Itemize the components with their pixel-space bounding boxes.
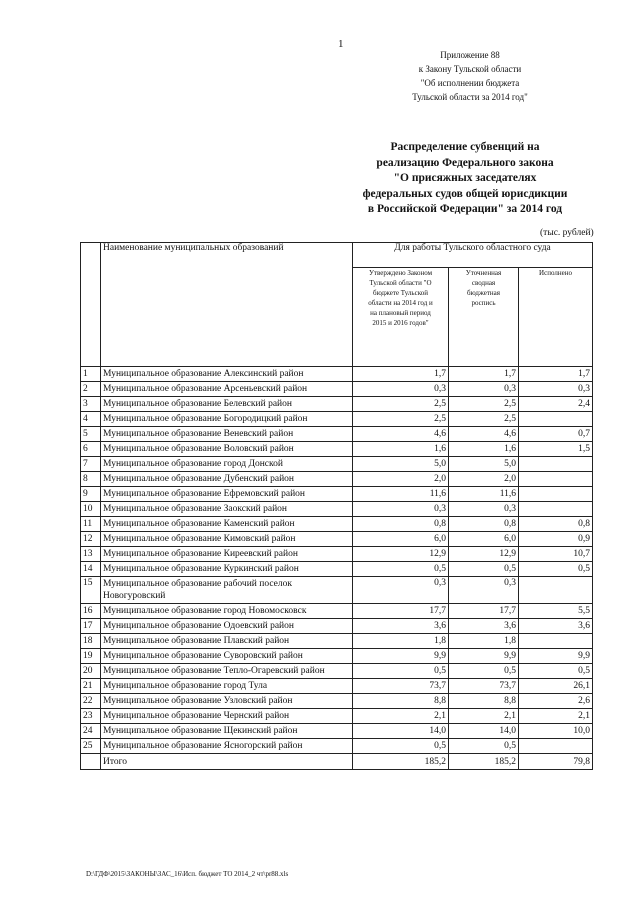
row-approved: 1,7 bbox=[353, 367, 449, 382]
row-municipality: Муниципальное образование Узловский район bbox=[101, 694, 353, 709]
header-approved-line: на плановый период bbox=[370, 309, 431, 317]
row-number: 19 bbox=[81, 649, 101, 664]
table-row bbox=[81, 382, 593, 397]
row-refined: 1,7 bbox=[449, 367, 519, 382]
header-approved-line: Тульской области "О bbox=[369, 279, 432, 287]
row-number: 24 bbox=[81, 724, 101, 739]
table-row bbox=[81, 694, 593, 709]
row-refined: 4,6 bbox=[449, 427, 519, 442]
row-executed: 0,5 bbox=[519, 664, 593, 679]
row-number: 16 bbox=[81, 604, 101, 619]
row-municipality: Муниципальное образование город Донской bbox=[101, 457, 353, 472]
row-approved: 0,3 bbox=[353, 577, 449, 604]
appendix-line: Тульской области за 2014 год" bbox=[412, 92, 528, 102]
row-municipality: Муниципальное образование Ясногорский район bbox=[101, 739, 353, 754]
row-refined: 2,5 bbox=[449, 412, 519, 427]
total-row bbox=[81, 754, 593, 770]
page-number: 1 bbox=[338, 38, 344, 50]
row-refined: 5,0 bbox=[449, 457, 519, 472]
row-executed bbox=[519, 472, 593, 487]
row-approved: 12,9 bbox=[353, 547, 449, 562]
row-refined: 0,3 bbox=[449, 502, 519, 517]
row-number: 4 bbox=[81, 412, 101, 427]
title-line: Распределение субвенций на bbox=[390, 141, 540, 153]
row-executed bbox=[519, 457, 593, 472]
title-line: федеральных судов общей юрисдикции bbox=[362, 187, 568, 200]
row-refined: 8,8 bbox=[449, 694, 519, 709]
table-row bbox=[81, 487, 593, 502]
subsidy-table bbox=[80, 242, 593, 770]
row-executed: 0,7 bbox=[519, 427, 593, 442]
table-row bbox=[81, 619, 593, 634]
row-executed: 0,3 bbox=[519, 382, 593, 397]
row-municipality: Муниципальное образование Плавский район bbox=[101, 634, 353, 649]
row-municipality bbox=[101, 577, 353, 604]
row-refined: 1,8 bbox=[449, 634, 519, 649]
table-row bbox=[81, 367, 593, 382]
header-refined bbox=[449, 268, 519, 367]
row-refined: 6,0 bbox=[449, 532, 519, 547]
row-approved: 8,8 bbox=[353, 694, 449, 709]
row-number: 8 bbox=[81, 472, 101, 487]
row-municipality: Муниципальное образование Кимовский район bbox=[101, 532, 353, 547]
row-executed: 0,9 bbox=[519, 532, 593, 547]
row-number: 12 bbox=[81, 532, 101, 547]
row-municipality: Муниципальное образование Алексинский район bbox=[101, 367, 353, 382]
table-row bbox=[81, 397, 593, 412]
row-executed bbox=[519, 577, 593, 604]
row-approved: 6,0 bbox=[353, 532, 449, 547]
row-number: 13 bbox=[81, 547, 101, 562]
table-row bbox=[81, 547, 593, 562]
row-refined: 0,3 bbox=[449, 577, 519, 604]
total-approved: 185,2 bbox=[353, 754, 449, 770]
row-refined: 9,9 bbox=[449, 649, 519, 664]
table-row bbox=[81, 604, 593, 619]
table-row bbox=[81, 562, 593, 577]
row-approved: 14,0 bbox=[353, 724, 449, 739]
appendix-header bbox=[380, 48, 560, 104]
appendix-line: к Закону Тульской области bbox=[418, 64, 522, 74]
row-municipality: Муниципальное образование город Тула bbox=[101, 679, 353, 694]
header-approved-line: 2015 и 2016 годов" bbox=[372, 319, 429, 327]
row-refined: 0,5 bbox=[449, 562, 519, 577]
row-municipality: Муниципальное образование Заокский район bbox=[101, 502, 353, 517]
total-label: Итого bbox=[101, 754, 353, 770]
row-executed: 1,7 bbox=[519, 367, 593, 382]
row-municipality: Муниципальное образование Воловский район bbox=[101, 442, 353, 457]
table-row bbox=[81, 679, 593, 694]
row-refined: 14,0 bbox=[449, 724, 519, 739]
row-number: 6 bbox=[81, 442, 101, 457]
table-row bbox=[81, 649, 593, 664]
table-row bbox=[81, 724, 593, 739]
row-executed: 10,0 bbox=[519, 724, 593, 739]
title-line: реализацию Федерального закона bbox=[376, 156, 554, 169]
row-refined: 12,9 bbox=[449, 547, 519, 562]
header-approved bbox=[353, 268, 449, 367]
row-refined: 73,7 bbox=[449, 679, 519, 694]
header-executed bbox=[519, 268, 593, 367]
header-executed-line: Исполнено bbox=[539, 269, 572, 277]
row-approved: 4,6 bbox=[353, 427, 449, 442]
row-executed: 5,5 bbox=[519, 604, 593, 619]
row-number: 20 bbox=[81, 664, 101, 679]
row-refined: 0,8 bbox=[449, 517, 519, 532]
row-approved: 0,5 bbox=[353, 664, 449, 679]
row-number: 22 bbox=[81, 694, 101, 709]
file-path-footer: D:\ГДФ\2015\ЗАКОНЫ\ЗАС_16\Исп. бюджет ТО 2014_2 чт\pr88.xls bbox=[86, 870, 289, 878]
appendix-line: "Об исполнении бюджета bbox=[420, 78, 520, 88]
row-number: 3 bbox=[81, 397, 101, 412]
row-refined: 2,5 bbox=[449, 397, 519, 412]
row-approved: 3,6 bbox=[353, 619, 449, 634]
table-row bbox=[81, 442, 593, 457]
total-refined: 185,2 bbox=[449, 754, 519, 770]
row-executed: 0,5 bbox=[519, 562, 593, 577]
header-refined-line: бюджетная bbox=[467, 289, 500, 297]
header-refined-line: Уточненная bbox=[465, 269, 502, 277]
row-approved: 73,7 bbox=[353, 679, 449, 694]
table-row bbox=[81, 577, 593, 604]
table-row bbox=[81, 739, 593, 754]
table-row bbox=[81, 709, 593, 724]
row-refined: 0,5 bbox=[449, 664, 519, 679]
row-municipality: Муниципальное образование Веневский район bbox=[101, 427, 353, 442]
row-executed bbox=[519, 634, 593, 649]
title-line: "О присяжных заседателях bbox=[393, 172, 537, 184]
row-municipality: Муниципальное образование Чернский район bbox=[101, 709, 353, 724]
title-line: в Российской Федерации" за 2014 год bbox=[367, 203, 563, 215]
row-number: 2 bbox=[81, 382, 101, 397]
row-number: 17 bbox=[81, 619, 101, 634]
row-executed: 26,1 bbox=[519, 679, 593, 694]
document-title bbox=[315, 140, 615, 218]
row-executed bbox=[519, 502, 593, 517]
table-row bbox=[81, 412, 593, 427]
total-number-cell bbox=[81, 754, 101, 770]
row-refined: 0,5 bbox=[449, 739, 519, 754]
row-approved: 0,3 bbox=[353, 502, 449, 517]
row-municipality: Муниципальное образование Дубенский район bbox=[101, 472, 353, 487]
row-approved: 5,0 bbox=[353, 457, 449, 472]
table-row bbox=[81, 664, 593, 679]
row-approved: 0,5 bbox=[353, 562, 449, 577]
row-number: 9 bbox=[81, 487, 101, 502]
row-number: 11 bbox=[81, 517, 101, 532]
row-refined: 2,0 bbox=[449, 472, 519, 487]
row-approved: 0,8 bbox=[353, 517, 449, 532]
header-approved-line: Утверждено Законом bbox=[368, 269, 433, 277]
appendix-line: Приложение 88 bbox=[440, 50, 500, 60]
row-approved: 0,5 bbox=[353, 739, 449, 754]
row-municipality: Муниципальное образование Ефремовский район bbox=[101, 487, 353, 502]
row-refined: 3,6 bbox=[449, 619, 519, 634]
row-municipality: Муниципальное образование Куркинский район bbox=[101, 562, 353, 577]
row-approved: 1,8 bbox=[353, 634, 449, 649]
row-approved: 2,5 bbox=[353, 397, 449, 412]
table-row bbox=[81, 457, 593, 472]
row-executed bbox=[519, 412, 593, 427]
table-body bbox=[81, 367, 593, 754]
row-executed: 1,5 bbox=[519, 442, 593, 457]
row-number: 15 bbox=[81, 577, 101, 604]
row-executed: 2,1 bbox=[519, 709, 593, 724]
header-number-cell bbox=[81, 243, 101, 367]
row-municipality: Муниципальное образование Каменский район bbox=[101, 517, 353, 532]
row-number: 18 bbox=[81, 634, 101, 649]
total-executed: 79,8 bbox=[519, 754, 593, 770]
row-number: 23 bbox=[81, 709, 101, 724]
row-approved: 11,6 bbox=[353, 487, 449, 502]
row-number: 14 bbox=[81, 562, 101, 577]
row-municipality: Муниципальное образование Киреевский район bbox=[101, 547, 353, 562]
header-regional-court: Для работы Тульского областного суда bbox=[353, 243, 593, 268]
header-approved-line: бюджете Тульской bbox=[373, 289, 428, 297]
row-municipality: Муниципальное образование Щекинский район bbox=[101, 724, 353, 739]
row-number: 7 bbox=[81, 457, 101, 472]
table-row bbox=[81, 427, 593, 442]
row-approved: 2,5 bbox=[353, 412, 449, 427]
row-refined: 0,3 bbox=[449, 382, 519, 397]
row-approved: 17,7 bbox=[353, 604, 449, 619]
row-municipality: Муниципальное образование Арсеньевский район bbox=[101, 382, 353, 397]
row-municipality-text: Муниципальное образование рабочий поселок Новогуровский bbox=[103, 579, 292, 601]
row-approved: 1,6 bbox=[353, 442, 449, 457]
row-municipality: Муниципальное образование Белевский район bbox=[101, 397, 353, 412]
row-number: 21 bbox=[81, 679, 101, 694]
table-row bbox=[81, 517, 593, 532]
table-row bbox=[81, 472, 593, 487]
row-number: 25 bbox=[81, 739, 101, 754]
row-executed bbox=[519, 487, 593, 502]
row-number: 5 bbox=[81, 427, 101, 442]
row-municipality: Муниципальное образование Одоевский район bbox=[101, 619, 353, 634]
row-executed: 2,6 bbox=[519, 694, 593, 709]
units-label: (тыс. рублей) bbox=[540, 228, 594, 238]
row-approved: 9,9 bbox=[353, 649, 449, 664]
row-approved: 0,3 bbox=[353, 382, 449, 397]
row-municipality: Муниципальное образование Суворовский район bbox=[101, 649, 353, 664]
row-refined: 11,6 bbox=[449, 487, 519, 502]
row-refined: 2,1 bbox=[449, 709, 519, 724]
row-executed: 10,7 bbox=[519, 547, 593, 562]
table-row bbox=[81, 532, 593, 547]
row-number: 10 bbox=[81, 502, 101, 517]
row-approved: 2,1 bbox=[353, 709, 449, 724]
row-executed bbox=[519, 739, 593, 754]
row-refined: 17,7 bbox=[449, 604, 519, 619]
row-executed: 0,8 bbox=[519, 517, 593, 532]
row-executed: 3,6 bbox=[519, 619, 593, 634]
header-refined-line: сводная bbox=[471, 279, 496, 287]
row-municipality: Муниципальное образование Тепло-Огаревский район bbox=[101, 664, 353, 679]
row-refined: 1,6 bbox=[449, 442, 519, 457]
table-row bbox=[81, 502, 593, 517]
row-executed: 9,9 bbox=[519, 649, 593, 664]
header-refined-line: роспись bbox=[471, 299, 496, 307]
row-executed: 2,4 bbox=[519, 397, 593, 412]
row-number: 1 bbox=[81, 367, 101, 382]
row-municipality: Муниципальное образование город Новомосковск bbox=[101, 604, 353, 619]
row-municipality: Муниципальное образование Богородицкий район bbox=[101, 412, 353, 427]
table-row bbox=[81, 634, 593, 649]
header-approved-line: области на 2014 год и bbox=[368, 299, 433, 307]
row-approved: 2,0 bbox=[353, 472, 449, 487]
header-municipality: Наименование муниципальных образований bbox=[101, 243, 353, 367]
